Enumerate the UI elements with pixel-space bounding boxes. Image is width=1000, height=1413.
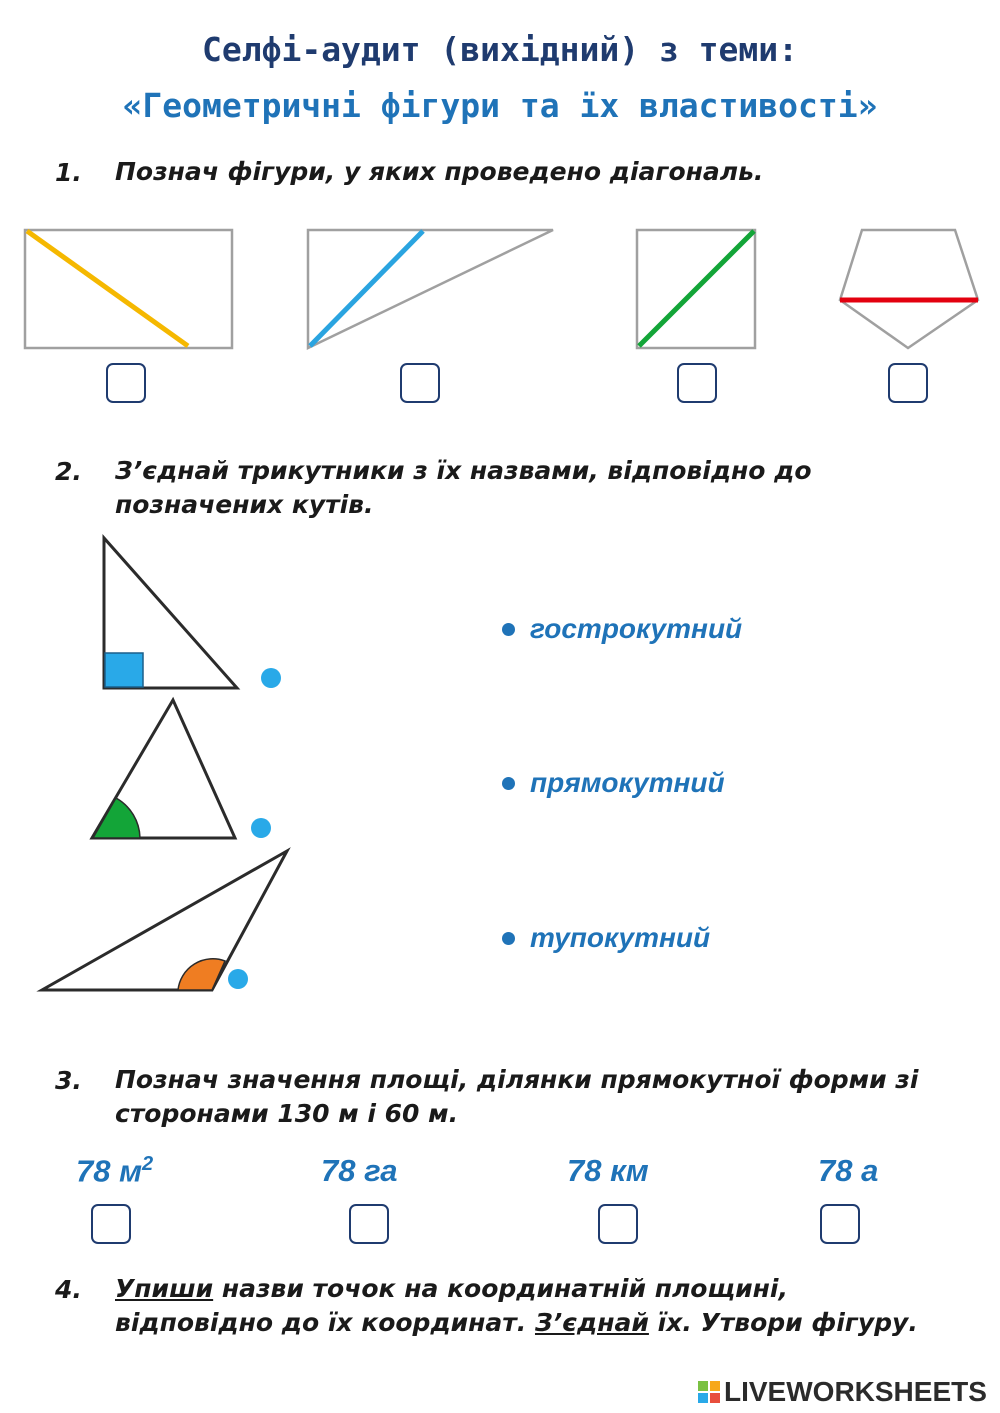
q3-checkbox-4[interactable] xyxy=(820,1204,860,1244)
question-1-text: Познач фігури, у яких проведено діагональ. xyxy=(115,157,764,186)
logo-text: LIVEWORKSHEETS xyxy=(724,1376,987,1407)
connect-dot-acute-triangle[interactable] xyxy=(251,818,271,838)
page-subtitle: «Геометричні фігури та їх властивості» xyxy=(122,86,878,125)
connect-dot-name-1[interactable] xyxy=(502,623,515,636)
question-2-number: 2. xyxy=(55,457,82,486)
q4-underlined-connect: З’єднай xyxy=(534,1308,649,1337)
q3-checkbox-3[interactable] xyxy=(598,1204,638,1244)
question-4-number: 4. xyxy=(55,1275,82,1304)
triangle-name-2: прямокутний xyxy=(530,767,725,798)
question-3-text: Познач значення площі, ділянки прямокутної форми зі сторонами 130 м і 60 м. xyxy=(115,1065,919,1128)
area-option-1 xyxy=(76,1153,153,1189)
area-option-4: 78 а xyxy=(818,1153,879,1188)
q4-underlined-write: Упиши xyxy=(115,1274,214,1303)
question-4-text xyxy=(115,1272,975,1340)
q4-text-part2: відповідно до їх координат. xyxy=(115,1308,535,1337)
connect-dot-name-2[interactable] xyxy=(502,777,515,790)
liveworksheets-logo xyxy=(698,1376,987,1408)
acute-angle-mark xyxy=(93,798,140,838)
question-1-number: 1. xyxy=(55,158,82,187)
obtuse-angle-mark xyxy=(178,959,225,990)
area-option-2: 78 га xyxy=(321,1153,398,1188)
area-option-3: 78 км xyxy=(567,1153,649,1188)
page-title: Селфі-аудит (вихідний) з теми: xyxy=(201,30,799,69)
question-3-number: 3. xyxy=(55,1066,82,1095)
triangle-name-3: тупокутний xyxy=(530,922,711,953)
area-option-1-value: 78 м xyxy=(76,1153,143,1189)
liveworksheets-logo-icon xyxy=(698,1381,720,1403)
question-2-text: З’єднай трикутники з їх назвами, відповідно до позначених кутів. xyxy=(115,456,812,519)
q4-text-part3: їх. Утвори фігуру. xyxy=(648,1308,918,1337)
right-angle-mark xyxy=(105,653,143,687)
connect-dot-right-triangle[interactable] xyxy=(261,668,281,688)
obtuse-triangle xyxy=(42,851,287,990)
q4-text-part1: назви точок на координатній площині, xyxy=(213,1274,788,1303)
q3-checkbox-2[interactable] xyxy=(349,1204,389,1244)
connect-dot-obtuse-triangle[interactable] xyxy=(228,969,248,989)
q3-checkbox-1[interactable] xyxy=(91,1204,131,1244)
area-option-1-sup: 2 xyxy=(142,1153,154,1175)
triangle-name-1: гострокутний xyxy=(530,613,743,644)
connect-dot-name-3[interactable] xyxy=(502,932,515,945)
